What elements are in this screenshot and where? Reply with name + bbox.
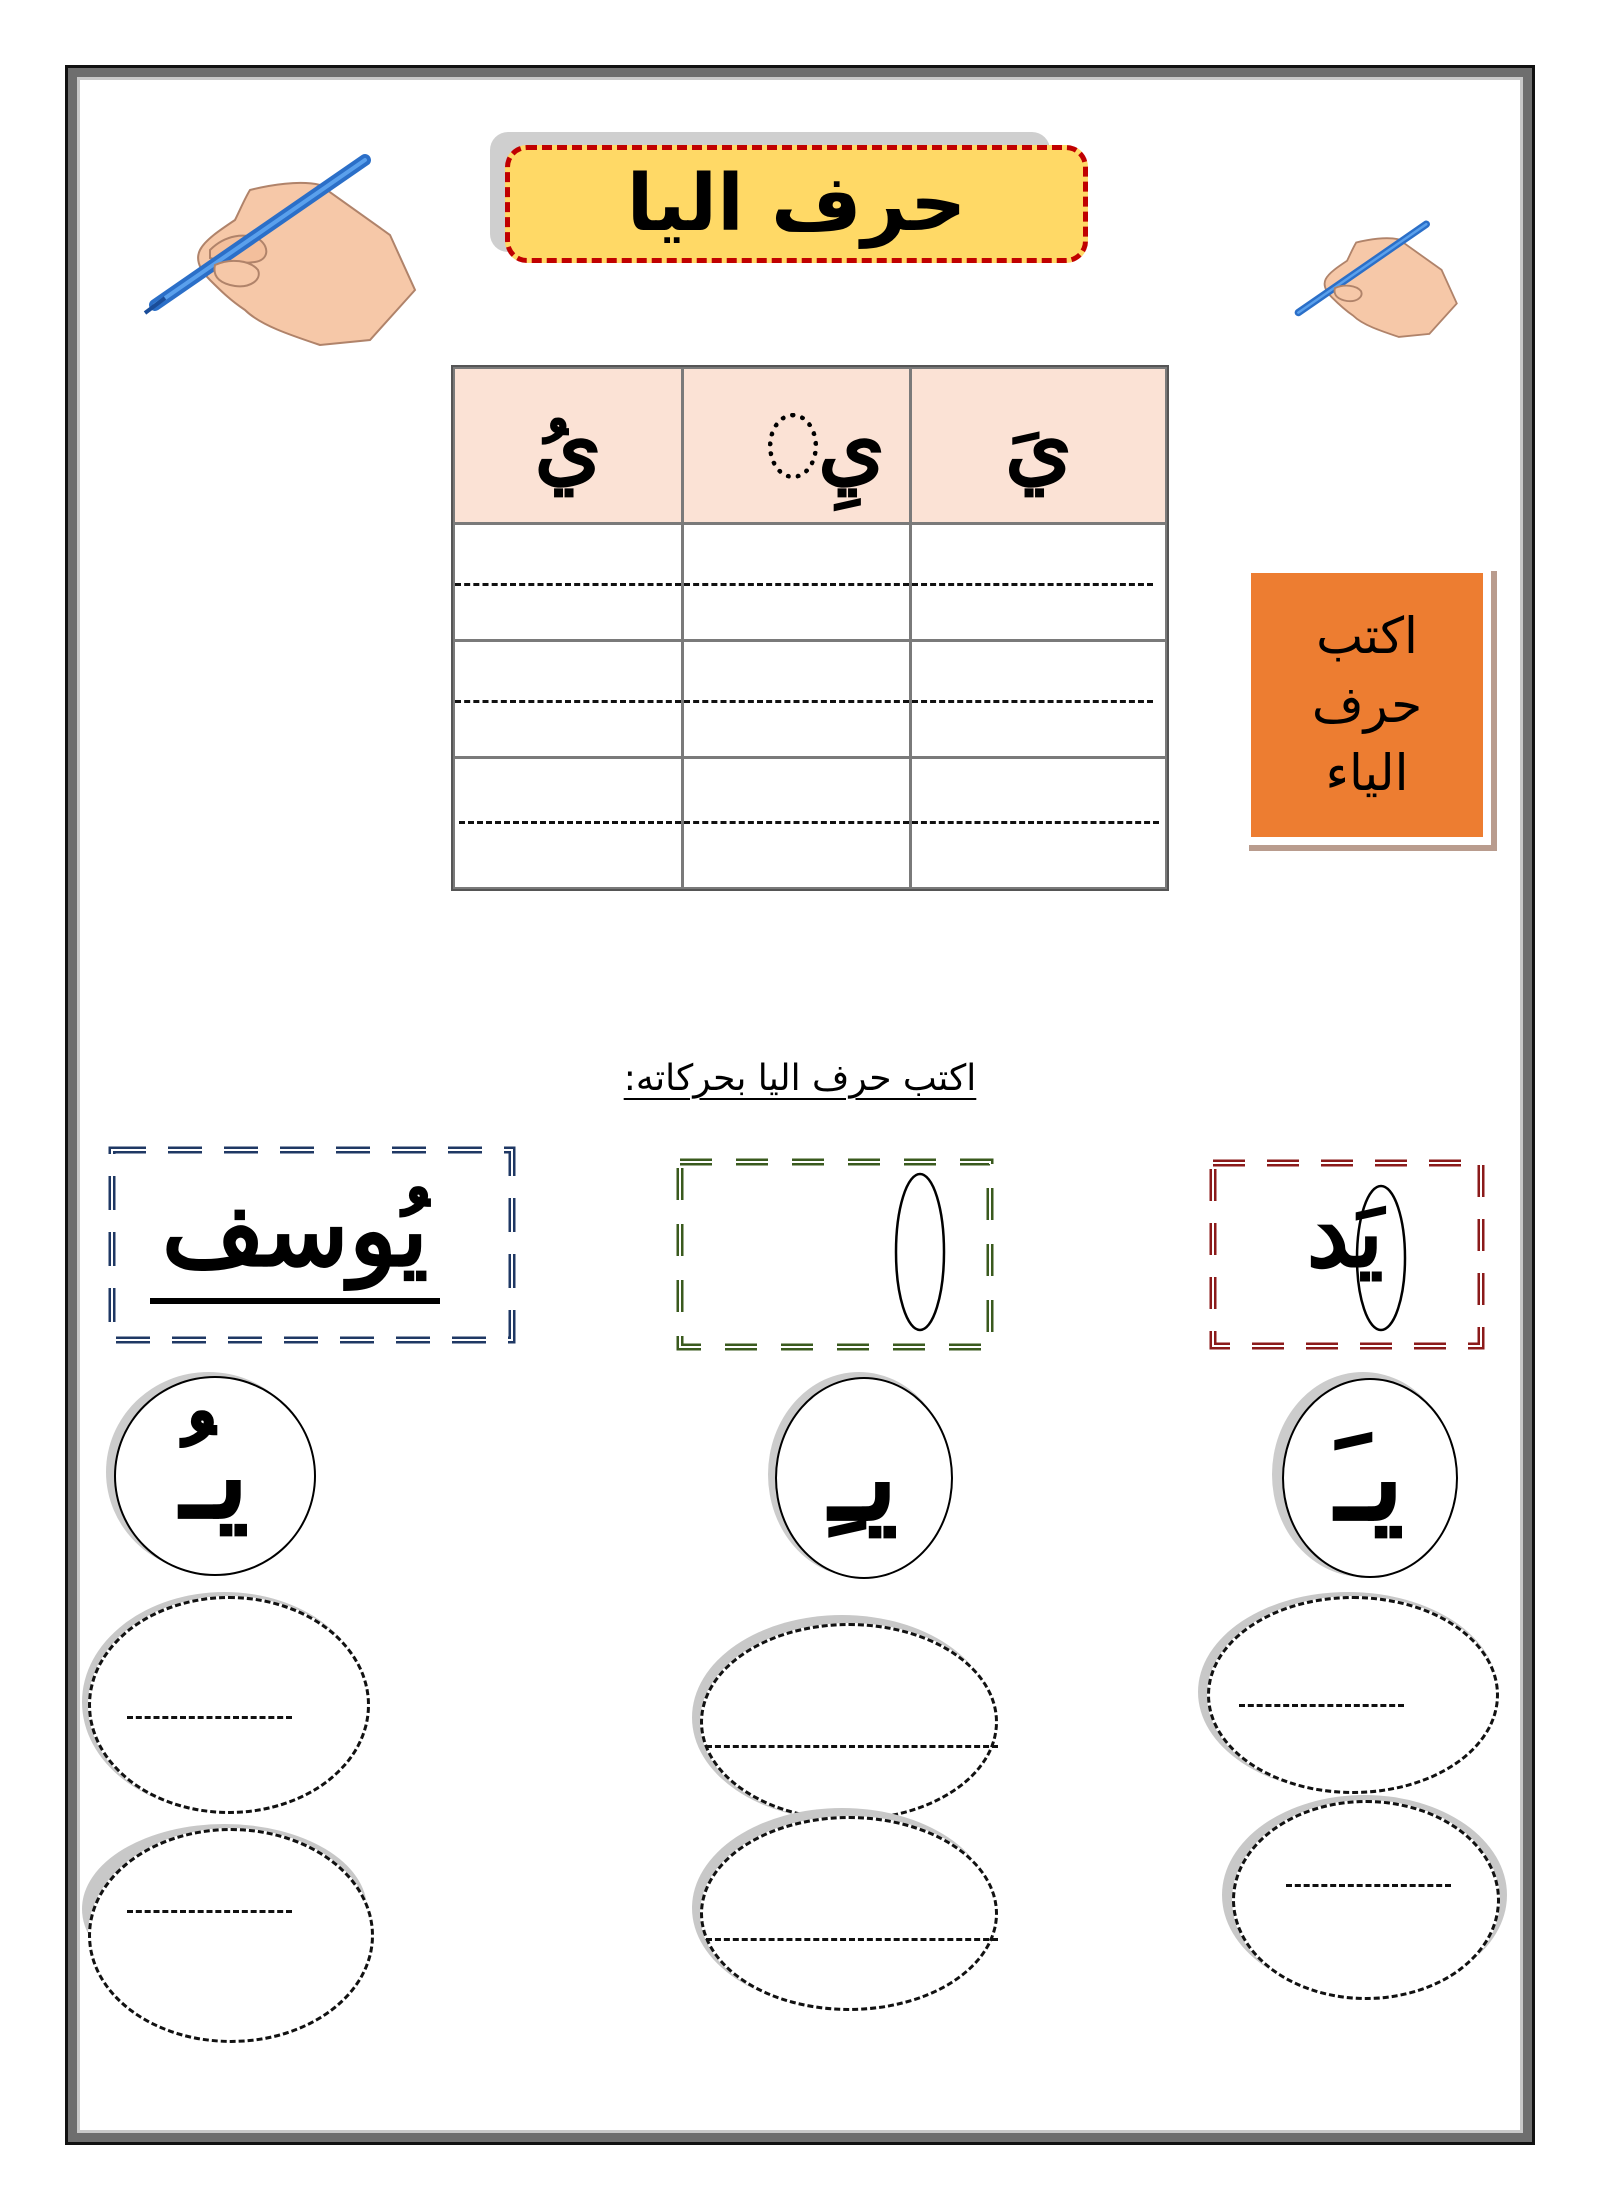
writing-cell[interactable] — [684, 759, 909, 887]
writing-cell[interactable] — [455, 759, 681, 887]
letter-circle-fatha: يـَ — [1282, 1378, 1458, 1578]
hand-writing-icon — [1282, 212, 1467, 340]
title-banner — [505, 145, 1088, 263]
letter-circle-damma: يـُ — [114, 1376, 316, 1576]
word-yusuf: يُوسف — [161, 1171, 429, 1289]
table-header-fatha: يَ — [912, 369, 1165, 522]
practice-oval[interactable] — [1207, 1596, 1499, 1794]
practice-oval[interactable] — [1232, 1800, 1500, 2000]
instruction-text: اكتب حرف اليا بحركاته: — [623, 1058, 977, 1099]
word-underline — [150, 1298, 440, 1304]
oval-guideline — [706, 1745, 998, 1748]
empty-answer-ellipse[interactable] — [890, 1170, 950, 1335]
writing-cell[interactable] — [684, 525, 909, 639]
page-title: حرف اليا — [626, 159, 967, 249]
highlight-ellipse — [1352, 1182, 1410, 1334]
practice-oval[interactable] — [88, 1596, 370, 1814]
oval-guideline — [706, 1938, 998, 1941]
writing-cell[interactable] — [455, 525, 681, 639]
oval-guideline — [1239, 1704, 1404, 1707]
side-instruction-box: اكتب حرف الياء — [1243, 565, 1491, 845]
letter-practice-table — [451, 365, 1169, 891]
word-box-empty — [670, 1152, 1000, 1357]
writing-cell[interactable] — [455, 642, 681, 756]
word-yad: يَد — [1306, 1176, 1384, 1289]
oval-guideline — [127, 1716, 292, 1719]
writing-cell[interactable] — [684, 642, 909, 756]
practice-oval[interactable] — [700, 1623, 998, 1821]
table-header-kasra: يِ — [684, 369, 909, 522]
dotted-circle-icon — [768, 413, 818, 479]
practice-oval[interactable] — [88, 1828, 374, 2043]
letter-circle-kasra: يـِ — [775, 1377, 953, 1579]
oval-guideline — [127, 1910, 292, 1913]
writing-cell[interactable] — [912, 759, 1165, 887]
writing-cell[interactable] — [912, 525, 1165, 639]
hand-writing-icon — [140, 140, 420, 350]
writing-cell[interactable] — [912, 642, 1165, 756]
oval-guideline — [1286, 1884, 1451, 1887]
table-header-damma: يُ — [455, 369, 681, 522]
practice-oval[interactable] — [700, 1816, 998, 2011]
